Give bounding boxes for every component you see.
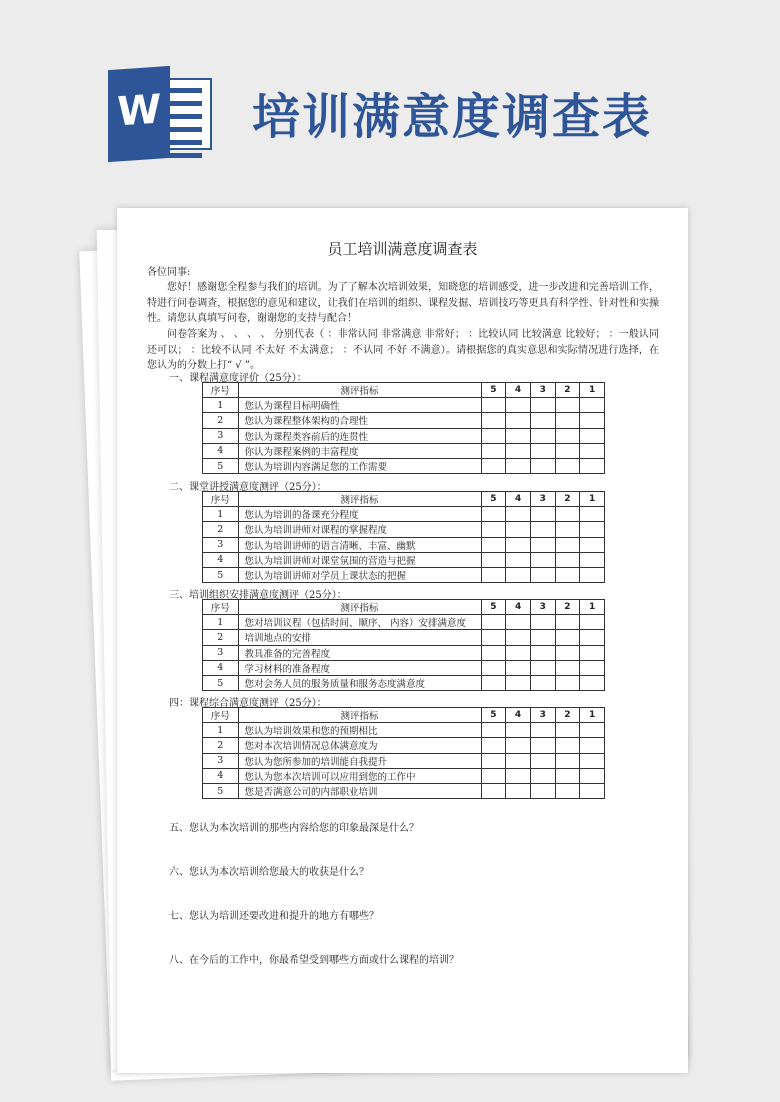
score-cell[interactable] bbox=[580, 645, 605, 660]
table-row bbox=[203, 723, 605, 738]
table-row bbox=[203, 753, 605, 768]
score-cell[interactable] bbox=[580, 738, 605, 753]
score-cell[interactable] bbox=[506, 753, 531, 768]
score-cell[interactable] bbox=[580, 675, 605, 690]
greeting: 各位同事: bbox=[147, 267, 191, 278]
score-cell[interactable] bbox=[530, 458, 555, 473]
score-cell[interactable] bbox=[506, 675, 531, 690]
score-cell[interactable] bbox=[555, 615, 580, 630]
score-cell[interactable] bbox=[555, 783, 580, 798]
header-no: 序号 bbox=[203, 600, 239, 615]
row-number: 5 bbox=[203, 675, 239, 690]
row-indicator: 您认为课程目标明确性 bbox=[238, 398, 481, 413]
score-cell[interactable] bbox=[506, 552, 531, 567]
score-cell[interactable] bbox=[481, 753, 506, 768]
score-cell[interactable] bbox=[555, 660, 580, 675]
score-cell[interactable] bbox=[506, 537, 531, 552]
row-number: 2 bbox=[203, 738, 239, 753]
score-cell[interactable] bbox=[530, 615, 555, 630]
score-cell[interactable] bbox=[506, 413, 531, 428]
score-cell[interactable] bbox=[555, 567, 580, 582]
table-row bbox=[203, 738, 605, 753]
row-indicator: 您认为课程整体架构的合理性 bbox=[238, 413, 481, 428]
score-cell[interactable] bbox=[481, 507, 506, 522]
score-cell[interactable] bbox=[555, 630, 580, 645]
score-cell[interactable] bbox=[580, 783, 605, 798]
score-cell[interactable] bbox=[530, 507, 555, 522]
score-cell[interactable] bbox=[481, 537, 506, 552]
document-page bbox=[117, 208, 688, 1073]
score-cell[interactable] bbox=[530, 428, 555, 443]
header-no: 序号 bbox=[203, 708, 239, 723]
score-cell[interactable] bbox=[555, 723, 580, 738]
table-row bbox=[203, 428, 605, 443]
table-row bbox=[203, 413, 605, 428]
table-row bbox=[203, 507, 605, 522]
score-cell[interactable] bbox=[580, 537, 605, 552]
table-header-row bbox=[203, 383, 605, 398]
question-6: 六、您认为本次培训给您最大的收获是什么？ bbox=[169, 867, 369, 878]
score-cell[interactable] bbox=[555, 428, 580, 443]
score-cell[interactable] bbox=[555, 522, 580, 537]
score-cell[interactable] bbox=[506, 443, 531, 458]
score-cell[interactable] bbox=[555, 675, 580, 690]
score-cell[interactable] bbox=[481, 630, 506, 645]
row-indicator: 学习材料的准备程度 bbox=[238, 660, 481, 675]
score-cell[interactable] bbox=[530, 768, 555, 783]
rating-table bbox=[202, 382, 605, 474]
score-cell[interactable] bbox=[580, 458, 605, 473]
score-cell[interactable] bbox=[506, 660, 531, 675]
row-number: 4 bbox=[203, 443, 239, 458]
score-cell[interactable] bbox=[481, 645, 506, 660]
row-number: 3 bbox=[203, 645, 239, 660]
document-title: 员工培训满意度调查表 bbox=[327, 240, 478, 258]
header-score: 3 bbox=[530, 708, 555, 723]
word-logo-icon bbox=[108, 68, 216, 160]
header-score: 3 bbox=[530, 600, 555, 615]
score-cell[interactable] bbox=[506, 738, 531, 753]
header-score: 4 bbox=[506, 383, 531, 398]
score-cell[interactable] bbox=[580, 567, 605, 582]
score-cell[interactable] bbox=[580, 552, 605, 567]
score-cell[interactable] bbox=[481, 738, 506, 753]
table-row bbox=[203, 522, 605, 537]
instructions-paragraph: 问卷答案为 、 、 、 、 分别代表（ ：非常认同 非常满意 非常好； ：比较认同 比较满意 比较好； ：一般认同 还可以； ：比较不认同 不太好 不太满意； ：不认同 不好 不满意）。请根据您的真实意思和实际情况进行选择，在您认为的分数上打“ √ ”。 bbox=[147, 329, 659, 371]
question-7: 七、您认为培训还要改进和提升的地方有哪些？ bbox=[169, 911, 379, 922]
row-number: 4 bbox=[203, 660, 239, 675]
header-score: 1 bbox=[580, 492, 605, 507]
score-cell[interactable] bbox=[580, 660, 605, 675]
score-cell[interactable] bbox=[481, 398, 506, 413]
section-title: 四：课程综合满意度测评（25分）： bbox=[169, 698, 327, 709]
score-cell[interactable] bbox=[506, 768, 531, 783]
score-cell[interactable] bbox=[555, 768, 580, 783]
score-cell[interactable] bbox=[481, 768, 506, 783]
header-score: 1 bbox=[580, 600, 605, 615]
score-cell[interactable] bbox=[506, 615, 531, 630]
score-cell[interactable] bbox=[555, 537, 580, 552]
score-cell[interactable] bbox=[555, 552, 580, 567]
row-indicator: 你认为课程案例的丰富程度 bbox=[238, 443, 481, 458]
score-cell[interactable] bbox=[481, 783, 506, 798]
section-title: 一、课程满意度评价（25分）： bbox=[169, 373, 307, 384]
score-cell[interactable] bbox=[580, 768, 605, 783]
header-indicator: 测评指标 bbox=[238, 600, 481, 615]
score-cell[interactable] bbox=[580, 723, 605, 738]
score-cell[interactable] bbox=[580, 753, 605, 768]
table-header-row bbox=[203, 600, 605, 615]
score-cell[interactable] bbox=[555, 645, 580, 660]
score-cell[interactable] bbox=[530, 567, 555, 582]
score-cell[interactable] bbox=[506, 522, 531, 537]
table-row bbox=[203, 675, 605, 690]
section-title: 二、课堂讲授满意度测评（25分）： bbox=[169, 482, 327, 493]
score-cell[interactable] bbox=[506, 783, 531, 798]
score-cell[interactable] bbox=[530, 413, 555, 428]
row-number: 1 bbox=[203, 723, 239, 738]
score-cell[interactable] bbox=[506, 507, 531, 522]
score-cell[interactable] bbox=[506, 428, 531, 443]
score-cell[interactable] bbox=[580, 443, 605, 458]
score-cell[interactable] bbox=[555, 507, 580, 522]
score-cell[interactable] bbox=[530, 537, 555, 552]
score-cell[interactable] bbox=[481, 522, 506, 537]
row-indicator: 您认为培训讲师的语言清晰、丰富、幽默 bbox=[238, 537, 481, 552]
row-number: 1 bbox=[203, 507, 239, 522]
score-cell[interactable] bbox=[506, 630, 531, 645]
header-score: 4 bbox=[506, 708, 531, 723]
header-score: 3 bbox=[530, 383, 555, 398]
header-score: 5 bbox=[481, 383, 506, 398]
score-cell[interactable] bbox=[580, 507, 605, 522]
row-number: 5 bbox=[203, 567, 239, 582]
score-cell[interactable] bbox=[506, 567, 531, 582]
score-cell[interactable] bbox=[555, 738, 580, 753]
score-cell[interactable] bbox=[481, 675, 506, 690]
row-indicator: 您认为培训内容满足您的工作需要 bbox=[238, 458, 481, 473]
rating-table bbox=[202, 707, 605, 799]
score-cell[interactable] bbox=[530, 398, 555, 413]
rating-table bbox=[202, 599, 605, 691]
score-cell[interactable] bbox=[580, 398, 605, 413]
score-cell[interactable] bbox=[530, 675, 555, 690]
row-number: 2 bbox=[203, 522, 239, 537]
score-cell[interactable] bbox=[481, 660, 506, 675]
table-row bbox=[203, 783, 605, 798]
table-row bbox=[203, 552, 605, 567]
question-8: 八、在今后的工作中，你最希望受到哪些方面或什么课程的培训？ bbox=[169, 955, 459, 966]
score-cell[interactable] bbox=[580, 522, 605, 537]
score-cell[interactable] bbox=[530, 723, 555, 738]
score-cell[interactable] bbox=[481, 567, 506, 582]
intro-paragraph: 您好！感谢您全程参与我们的培训。为了了解本次培训效果，知晓您的培训感受，进一步改进和完善培训工作，特进行问卷调查，根据您的意见和建议，让我们在培训的组织、课程发掘、培训技巧等更具有科学性、针对性和实操性。请您认真填写问卷，谢谢您的支持与配合！ bbox=[147, 282, 659, 324]
table-row bbox=[203, 537, 605, 552]
row-indicator: 培训地点的安排 bbox=[238, 630, 481, 645]
score-cell[interactable] bbox=[555, 413, 580, 428]
score-cell[interactable] bbox=[555, 458, 580, 473]
score-cell[interactable] bbox=[555, 398, 580, 413]
score-cell[interactable] bbox=[481, 428, 506, 443]
row-indicator: 您认为培训讲师对学员上课状态的把握 bbox=[238, 567, 481, 582]
table-row bbox=[203, 615, 605, 630]
header-no: 序号 bbox=[203, 492, 239, 507]
table-row bbox=[203, 768, 605, 783]
table-row bbox=[203, 443, 605, 458]
row-indicator: 您认为课程类容前后的连贯性 bbox=[238, 428, 481, 443]
score-cell[interactable] bbox=[530, 645, 555, 660]
header-score: 4 bbox=[506, 600, 531, 615]
score-cell[interactable] bbox=[530, 783, 555, 798]
score-cell[interactable] bbox=[530, 552, 555, 567]
row-number: 3 bbox=[203, 753, 239, 768]
table-row bbox=[203, 567, 605, 582]
score-cell[interactable] bbox=[506, 645, 531, 660]
header-indicator: 测评指标 bbox=[238, 492, 481, 507]
header-score: 3 bbox=[530, 492, 555, 507]
table-row bbox=[203, 458, 605, 473]
table-header-row bbox=[203, 492, 605, 507]
score-cell[interactable] bbox=[555, 753, 580, 768]
score-cell[interactable] bbox=[506, 723, 531, 738]
score-cell[interactable] bbox=[481, 443, 506, 458]
header-score: 2 bbox=[555, 708, 580, 723]
header-score: 2 bbox=[555, 383, 580, 398]
row-number: 3 bbox=[203, 537, 239, 552]
rating-table bbox=[202, 491, 605, 583]
header-score: 2 bbox=[555, 492, 580, 507]
word-logo-letter: W bbox=[116, 86, 162, 136]
question-5: 五、您认为本次培训的那些内容给您的印象最深是什么？ bbox=[169, 823, 419, 834]
score-cell[interactable] bbox=[481, 458, 506, 473]
score-cell[interactable] bbox=[530, 738, 555, 753]
score-cell[interactable] bbox=[481, 552, 506, 567]
row-number: 1 bbox=[203, 398, 239, 413]
score-cell[interactable] bbox=[481, 413, 506, 428]
row-indicator: 您认为您本次培训可以应用到您的工作中 bbox=[238, 768, 481, 783]
row-indicator: 您对本次培训情况总体满意度为 bbox=[238, 738, 481, 753]
header-score: 1 bbox=[580, 383, 605, 398]
row-number: 1 bbox=[203, 615, 239, 630]
score-cell[interactable] bbox=[530, 522, 555, 537]
row-number: 3 bbox=[203, 428, 239, 443]
header-score: 5 bbox=[481, 600, 506, 615]
score-cell[interactable] bbox=[481, 723, 506, 738]
score-cell[interactable] bbox=[580, 630, 605, 645]
score-cell[interactable] bbox=[530, 443, 555, 458]
row-indicator: 您认为培训的备课充分程度 bbox=[238, 507, 481, 522]
table-row bbox=[203, 398, 605, 413]
score-cell[interactable] bbox=[580, 413, 605, 428]
header-score: 5 bbox=[481, 492, 506, 507]
score-cell[interactable] bbox=[530, 753, 555, 768]
row-number: 5 bbox=[203, 783, 239, 798]
row-number: 2 bbox=[203, 630, 239, 645]
banner-title: 培训满意度调查表 bbox=[252, 89, 653, 145]
row-indicator: 您是否满意公司的内部职业培训 bbox=[238, 783, 481, 798]
header-score: 2 bbox=[555, 600, 580, 615]
row-indicator: 您认为您所参加的培训能自我提升 bbox=[238, 753, 481, 768]
score-cell[interactable] bbox=[530, 660, 555, 675]
row-indicator: 您认为培训效果和您的预期相比 bbox=[238, 723, 481, 738]
row-indicator: 您认为培训讲师对课堂氛围的营造与把握 bbox=[238, 552, 481, 567]
row-number: 5 bbox=[203, 458, 239, 473]
header-score: 4 bbox=[506, 492, 531, 507]
score-cell[interactable] bbox=[580, 615, 605, 630]
header-no: 序号 bbox=[203, 383, 239, 398]
row-indicator: 您认为培训讲师对课程的掌握程度 bbox=[238, 522, 481, 537]
header-indicator: 测评指标 bbox=[238, 383, 481, 398]
row-indicator: 您对培训议程（包括时间、顺序、 内容）安排满意度 bbox=[238, 615, 481, 630]
score-cell[interactable] bbox=[506, 458, 531, 473]
row-indicator: 教具准备的完善程度 bbox=[238, 645, 481, 660]
header-score: 5 bbox=[481, 708, 506, 723]
header-indicator: 测评指标 bbox=[238, 708, 481, 723]
row-number: 2 bbox=[203, 413, 239, 428]
score-cell[interactable] bbox=[530, 630, 555, 645]
table-row bbox=[203, 645, 605, 660]
row-number: 4 bbox=[203, 768, 239, 783]
score-cell[interactable] bbox=[481, 615, 506, 630]
score-cell[interactable] bbox=[555, 443, 580, 458]
table-header-row bbox=[203, 708, 605, 723]
score-cell[interactable] bbox=[580, 428, 605, 443]
row-number: 4 bbox=[203, 552, 239, 567]
table-row bbox=[203, 660, 605, 675]
row-indicator: 您对会务人员的服务质量和服务态度满意度 bbox=[238, 675, 481, 690]
section-title: 三、培训组织安排满意度测评（25分）： bbox=[169, 590, 347, 601]
score-cell[interactable] bbox=[506, 398, 531, 413]
header-score: 1 bbox=[580, 708, 605, 723]
table-row bbox=[203, 630, 605, 645]
